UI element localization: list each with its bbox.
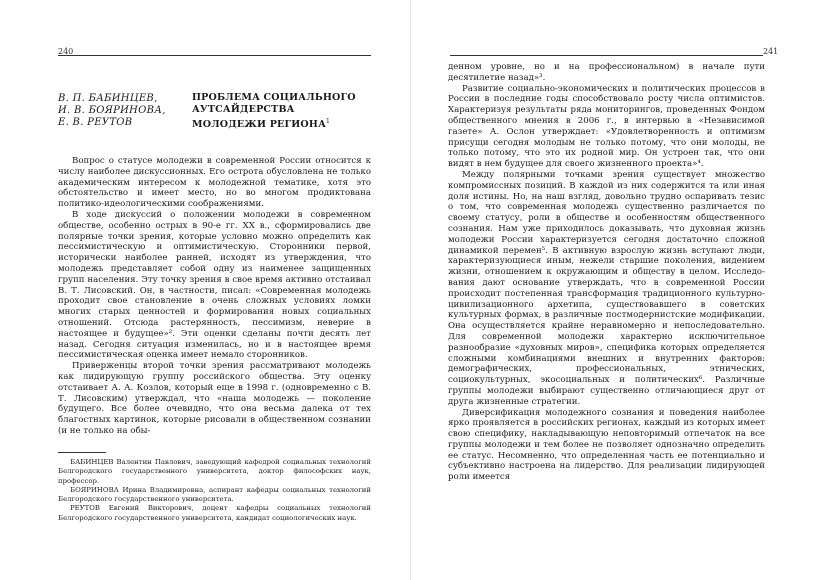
body-text — [58, 156, 371, 437]
author-name: Е. В. РЕУТОВ — [58, 117, 133, 128]
header-rule — [450, 55, 763, 56]
paragraph: Между полярными точками зрения существует множество компромиссных позиций. В каждой из них содержится та или иная доля истины. Но, на наш взгляд, довольно трудно оспаривать тезис о том, что современная молодежь существенно различается по своему статусу, роли в обществе и особенностям общественного сознания. Нам уже приходилось доказывать, что духовная жизнь молодежи России характеризуется сегодня достаточно сложной динамикой перемен⁵. В активную взрослую жизнь вступают люди, характеризующиеся иным, нежели старшие поколения, видением жизни, отношением к окружающим и обществу в целом. Исследования дают основание утверждать, что в современной России происходит постепенная трансформация традиционного культурно-цивилизационного архетипа, существовавшего в советских культурных формах, в различные постмодернистские модификации. Она осуществляется крайне неравномерно и непоследовательно. Для современной молодежи характерно исключительное разнообразие «духовных миров», специфика которых определяется сложными комбинациями внешних и внутренних факторов: демографических, профессиональных, этнических, социокультурных, экосоциальных и политических⁶. Различные группы молодежи выбирают существенно отличающиеся друг от друга жизненные стратегии. — [448, 169, 765, 407]
paragraph: В ходе дискуссий о положении молодежи в современном обществе, особенно острых в 90-е гг. XX в., сформировались две полярные точки зрения, которые условно можно определить как пессимистическую и оптимистическую. Сторонники первой, исторически наиболее ранней, исходят из утверждения, что молодежь представляет собой одну из наименее защищенных групп населения. Эту точку зрения в свое время активно отстаивал В. Т. Лисовский. Он, в частности, писал: «Современная молодежь проходит свое становление в очень сложных условиях ломки многих старых ценностей и формирования новых социальных отношений. Отсюда растерянность, пессимизм, неверие в настоящее и будущее»². Эти оценки сделаны почти десять лет назад. Сегодня ситуация изменилась, но и в настоящее время пессимистическая оценка имеет немало сторонников. — [58, 209, 371, 361]
footnote-rule — [58, 452, 106, 453]
footnote: БОЯРИНОВА Ирина Владимировна, аспирант кафедры социальных технологий Белгородского государственного университета. — [58, 485, 371, 504]
title-footnote-mark: 1 — [326, 118, 331, 125]
article-title — [192, 92, 372, 131]
footnotes — [58, 458, 371, 523]
author-name: И. В. БОЯРИНОВА, — [58, 105, 166, 116]
paragraph: Развитие социально-экономических и политических процессов в России в последние годы способствовало росту числа оптимистов. Характеризуя результаты ряда мониторингов, проведенных Фондом общественного мнения в 2006 г., в интервью в «Независимой газете» А. Ослон утверждает: «Удовлетворенность и оптимизм присущи сегодня молодым не только потому, что они молоды, не только потому, что это их родной мир. Он устроен так, что они видят в нем будущее для своего жизненного проекта»⁴. — [448, 83, 765, 170]
paragraph-continuation: денном уровне, но и на профессиональном) в начале пути десятилетие назад»³. — [448, 62, 765, 83]
footnote: БАБИНЦЕВ Валентин Павлович, заведующий кафедрой социальных технологий Белгородского государственного университета, доктор философских наук, профессор. — [58, 458, 371, 485]
footnote: РЕУТОВ Евгений Викторович, доцент кафедры социальных технологий Белгородского государственного университета, кандидат социологических наук. — [58, 504, 371, 522]
paragraph: Диверсификация молодежного сознания и поведения наиболее ярко проявляется в российских регионах, каждый из которых имеет свою специфику, накладывающую неповторимый отпечаток на все группы молодежи и тем более не позволяет однозначно определить ее статус. Несомненно, что определенная часть ее потенциально и субъективно настроена на лидерство. Для реализации лидирующей роли имеется — [448, 407, 765, 483]
header-rule — [58, 55, 371, 56]
author-name: В. П. БАБИНЦЕВ, — [58, 93, 158, 104]
right-page — [410, 0, 820, 580]
page-number: 240 — [58, 47, 74, 56]
article-title-text: ПРОБЛЕМА СОЦИАЛЬНОГО АУТСАЙДЕРСТВА МОЛОДЕЖИ РЕГИОНА — [192, 92, 356, 131]
paragraph: Приверженцы второй точки зрения рассматривают молодежь как лидирующую группу российского общества. Эту оценку отстаивает А. А. Козлов, который еще в 1998 г. (одновременно с В. Т. Лисовским) утверждал, что «наша молодежь — поколение будущего. Все более очевидно, что она весьма далека от тех благостных картинок, которые рисовали в общественном сознании (и не только на обы- — [58, 361, 371, 436]
page-number: 241 — [763, 47, 779, 56]
paragraph: Вопрос о статусе молодежи в современной России относится к числу наиболее дискуссионных. Его острота обусловлена не только академическим интересом к молодежной тематике, хотя это обстоятельство и имеет место, но во многом продиктована политико-идеологическими соображениями. — [58, 156, 371, 210]
authors-block — [58, 93, 178, 129]
body-text — [448, 62, 765, 483]
